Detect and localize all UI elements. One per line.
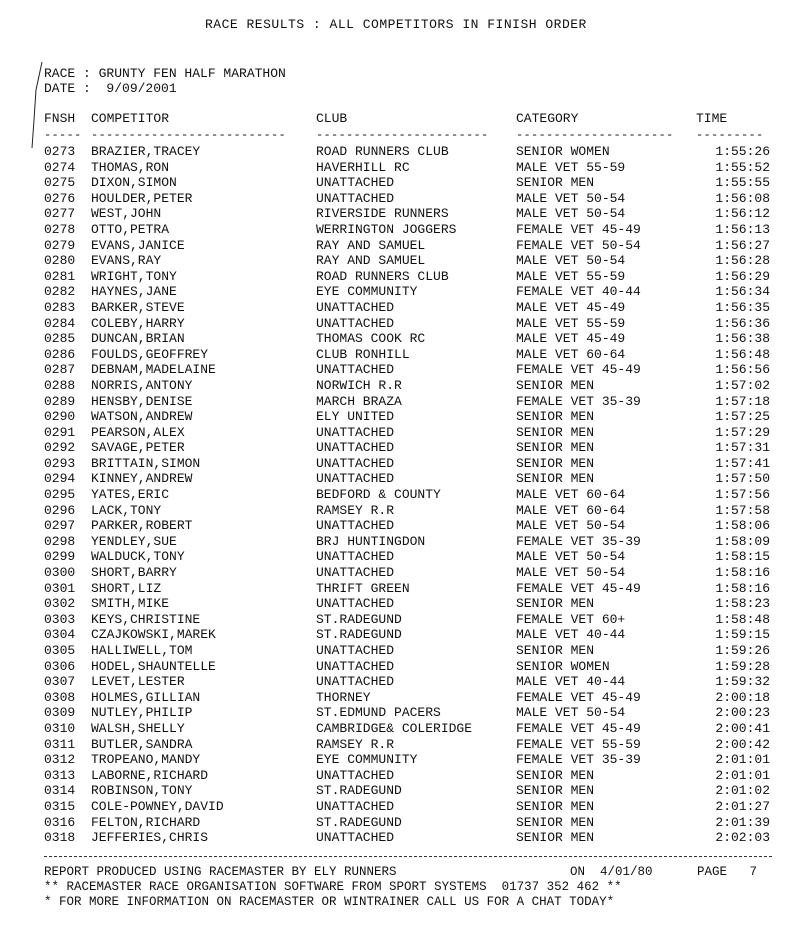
table-row [0,160,800,176]
table-row [0,253,800,269]
table-row [0,269,800,285]
table-row [0,705,800,721]
club-name: UNATTACHED [316,175,395,191]
table-row [0,799,800,815]
finish-position: 0297 [44,518,76,534]
competitor-name: CZAJKOWSKI,MAREK [91,627,216,643]
finish-time: 1:59:26 [715,643,770,658]
competitor-name: SHORT,LIZ [91,580,162,596]
finish-time: 1:58:48 [715,611,770,627]
finish-position: 0296 [44,502,76,518]
finish-time: 1:56:28 [715,253,770,269]
finish-position: 0313 [44,767,76,783]
club-name: ST.EDMUND PACERS [316,705,441,721]
finish-time: 2:00:42 [715,736,770,752]
finish-position: 0281 [44,268,76,284]
competitor-name: EVANS,RAY [91,253,162,269]
finish-time: 1:56:56 [715,362,770,378]
finish-time: 1:55:55 [715,175,770,191]
table-row [0,815,800,831]
finish-time: 1:59:15 [715,627,770,643]
club-name: UNATTACHED [316,658,395,674]
club-name: ROAD RUNNERS CLUB [316,144,449,159]
club-name: HAVERHILL RC [316,159,410,175]
finish-position: 0314 [44,783,76,799]
category: MALE VET 60-64 [516,346,626,362]
club-name: NORWICH R.R [316,377,402,393]
competitor-name: DIXON,SIMON [91,175,177,191]
club-name: BEDFORD & COUNTY [316,487,441,503]
finish-time: 2:00:23 [715,705,770,721]
table-row [0,300,800,316]
finish-time: 2:01:01 [715,752,770,768]
category: SENIOR MEN [516,596,595,612]
club-name: UNATTACHED [316,362,395,378]
table-row [0,284,800,300]
club-name: THORNEY [316,689,371,705]
category: FEMALE VET 35-39 [516,533,641,549]
competitor-name: WATSON,ANDREW [91,409,193,425]
header-divider: --------- [696,128,764,142]
table-row [0,627,800,643]
club-name: EYE COMMUNITY [316,752,418,768]
finish-time: 1:55:52 [715,159,770,175]
competitor-name: KINNEY,ANDREW [91,471,193,487]
category: MALE VET 50-54 [516,190,626,206]
finish-time: 2:01:01 [715,767,770,783]
competitor-name: YATES,ERIC [91,487,170,503]
table-row [0,394,800,410]
footer-software-line: ** RACEMASTER RACE ORGANISATION SOFTWARE FROM SPORT SYSTEMS 01737 352 462 ** [44,880,622,894]
club-name: ROAD RUNNERS CLUB [316,268,449,284]
finish-position: 0316 [44,814,76,830]
table-row [0,206,800,222]
club-name: ST.RADEGUND [316,627,402,643]
category: SENIOR MEN [516,471,595,487]
table-row [0,643,800,659]
finish-position: 0287 [44,362,76,378]
finish-position: 0273 [44,144,76,159]
table-row [0,581,800,597]
table-row [0,144,800,160]
club-name: ST.RADEGUND [316,814,402,830]
category: MALE VET 50-54 [516,565,626,581]
competitor-name: NORRIS,ANTONY [91,377,193,393]
finish-position: 0308 [44,689,76,705]
club-name: RIVERSIDE RUNNERS [316,206,449,222]
table-row [0,721,800,737]
finish-position: 0304 [44,627,76,643]
finish-time: 1:58:16 [715,580,770,596]
category: MALE VET 40-44 [516,627,626,643]
finish-time: 1:59:32 [715,674,770,690]
finish-position: 0303 [44,611,76,627]
competitor-name: JEFFERIES,CHRIS [91,830,209,846]
finish-time: 1:56:13 [715,221,770,237]
competitor-name: SMITH,MIKE [91,596,170,612]
finish-position: 0285 [44,331,76,347]
category: FEMALE VET 35-39 [516,752,641,768]
table-row [0,503,800,519]
club-name: BRJ HUNTINGDON [316,533,426,549]
club-name: UNATTACHED [316,767,395,783]
margin-pen-mark [30,60,44,150]
competitor-name: COLE-POWNEY,DAVID [91,798,224,814]
club-name: UNATTACHED [316,596,395,612]
header-divider: ----- [44,128,82,142]
category: SENIOR MEN [516,377,595,393]
category: MALE VET 50-54 [516,705,626,721]
club-name: UNATTACHED [316,643,395,658]
category: SENIOR WOMEN [516,658,610,674]
category: MALE VET 50-54 [516,549,626,565]
finish-position: 0277 [44,206,76,222]
category: SENIOR MEN [516,814,595,830]
header-divider: -------------------------- [91,128,287,142]
header-club: CLUB [316,111,348,126]
finish-position: 0298 [44,533,76,549]
table-row [0,175,800,191]
club-name: THOMAS COOK RC [316,331,426,347]
category: MALE VET 55-59 [516,159,626,175]
category: MALE VET 45-49 [516,299,626,315]
club-name: UNATTACHED [316,798,395,814]
finish-position: 0309 [44,705,76,721]
finish-time: 1:58:06 [715,518,770,534]
club-name: ELY UNITED [316,409,395,425]
finish-position: 0310 [44,720,76,736]
competitor-name: TROPEANO,MANDY [91,752,201,768]
category: MALE VET 55-59 [516,315,626,331]
finish-position: 0312 [44,752,76,768]
table-row [0,565,800,581]
finish-position: 0306 [44,658,76,674]
competitor-name: WALSH,SHELLY [91,720,185,736]
category: MALE VET 50-54 [516,206,626,222]
table-row [0,331,800,347]
category: MALE VET 40-44 [516,674,626,690]
finish-time: 1:56:35 [715,299,770,315]
finish-time: 1:56:08 [715,190,770,206]
results-table [0,144,800,846]
category: MALE VET 50-54 [516,253,626,269]
table-row [0,238,800,254]
club-name: RAMSEY R.R [316,736,395,752]
competitor-name: BRAZIER,TRACEY [91,144,201,159]
club-name: ST.RADEGUND [316,611,402,627]
finish-time: 1:56:34 [715,284,770,300]
footer-page-number: PAGE 7 [697,865,758,879]
table-row [0,456,800,472]
finish-time: 1:57:41 [715,455,770,471]
finish-time: 1:55:26 [715,144,770,159]
competitor-name: WRIGHT,TONY [91,268,177,284]
table-row [0,783,800,799]
club-name: THRIFT GREEN [316,580,410,596]
category: SENIOR MEN [516,643,595,658]
finish-time: 1:56:38 [715,331,770,347]
finish-time: 1:58:23 [715,596,770,612]
club-name: RAY AND SAMUEL [316,237,426,253]
club-name: EYE COMMUNITY [316,284,418,300]
category: FEMALE VET 45-49 [516,689,641,705]
category: SENIOR MEN [516,798,595,814]
category: SENIOR MEN [516,455,595,471]
table-row [0,362,800,378]
category: SENIOR MEN [516,767,595,783]
table-row [0,222,800,238]
competitor-name: HOULDER,PETER [91,190,193,206]
competitor-name: DEBNAM,MADELAINE [91,362,216,378]
category: FEMALE VET 45-49 [516,720,641,736]
finish-position: 0300 [44,565,76,581]
club-name: RAMSEY R.R [316,502,395,518]
club-name: UNATTACHED [316,565,395,581]
competitor-name: FELTON,RICHARD [91,814,201,830]
finish-position: 0286 [44,346,76,362]
category: MALE VET 55-59 [516,268,626,284]
category: SENIOR WOMEN [516,144,610,159]
finish-position: 0307 [44,674,76,690]
finish-time: 1:57:56 [715,487,770,503]
finish-time: 1:57:25 [715,409,770,425]
finish-time: 1:58:15 [715,549,770,565]
category: MALE VET 60-64 [516,487,626,503]
finish-position: 0299 [44,549,76,565]
finish-time: 1:56:27 [715,237,770,253]
competitor-name: KEYS,CHRISTINE [91,611,201,627]
competitor-name: PEARSON,ALEX [91,424,185,440]
competitor-name: LABORNE,RICHARD [91,767,209,783]
header-competitor: COMPETITOR [91,111,170,126]
club-name: UNATTACHED [316,424,395,440]
table-row [0,534,800,550]
category: SENIOR MEN [516,409,595,425]
report-title: RACE RESULTS : ALL COMPETITORS IN FINISH ORDER [205,17,587,32]
finish-position: 0280 [44,253,76,269]
competitor-name: HAYNES,JANE [91,284,177,300]
club-name: UNATTACHED [316,440,395,456]
finish-position: 0283 [44,299,76,315]
competitor-name: WALDUCK,TONY [91,549,185,565]
finish-position: 0295 [44,487,76,503]
finish-position: 0278 [44,221,76,237]
finish-time: 2:02:03 [715,830,770,846]
finish-position: 0279 [44,237,76,253]
finish-position: 0284 [44,315,76,331]
category: SENIOR MEN [516,830,595,846]
table-row [0,674,800,690]
header-divider: --------------------- [516,128,674,142]
club-name: UNATTACHED [316,190,395,206]
club-name: UNATTACHED [316,518,395,534]
competitor-name: HENSBY,DENISE [91,393,193,409]
category: FEMALE VET 55-59 [516,736,641,752]
category: MALE VET 45-49 [516,331,626,347]
finish-position: 0290 [44,409,76,425]
finish-time: 1:57:02 [715,377,770,393]
table-row [0,518,800,534]
competitor-name: COLEBY,HARRY [91,315,185,331]
finish-time: 2:00:18 [715,689,770,705]
footer-report-line: REPORT PRODUCED USING RACEMASTER BY ELY RUNNERS [44,865,397,879]
footer-divider [44,856,772,857]
table-row [0,659,800,675]
competitor-name: HALLIWELL,TOM [91,643,193,658]
club-name: UNATTACHED [316,315,395,331]
category: MALE VET 60-64 [516,502,626,518]
category: SENIOR MEN [516,440,595,456]
club-name: UNATTACHED [316,674,395,690]
category: FEMALE VET 35-39 [516,393,641,409]
finish-position: 0305 [44,643,76,658]
finish-position: 0311 [44,736,76,752]
competitor-name: HOLMES,GILLIAN [91,689,201,705]
finish-time: 2:01:27 [715,798,770,814]
table-row [0,596,800,612]
table-row [0,737,800,753]
competitor-name: YENDLEY,SUE [91,533,177,549]
club-name: UNATTACHED [316,455,395,471]
header-category: CATEGORY [516,111,579,126]
category: SENIOR MEN [516,424,595,440]
table-row [0,378,800,394]
category: FEMALE VET 60+ [516,611,626,627]
club-name: MARCH BRAZA [316,393,402,409]
race-name: RACE : GRUNTY FEN HALF MARATHON [44,66,286,81]
finish-position: 0275 [44,175,76,191]
race-date: DATE : 9/09/2001 [44,81,177,96]
finish-time: 1:56:48 [715,346,770,362]
category: FEMALE VET 45-49 [516,580,641,596]
finish-position: 0292 [44,440,76,456]
competitor-name: LEVET,LESTER [91,674,185,690]
table-row [0,549,800,565]
finish-position: 0289 [44,393,76,409]
category: FEMALE VET 50-54 [516,237,641,253]
table-row [0,612,800,628]
competitor-name: EVANS,JANICE [91,237,185,253]
finish-time: 1:56:36 [715,315,770,331]
table-row [0,752,800,768]
finish-time: 2:01:39 [715,814,770,830]
finish-position: 0293 [44,455,76,471]
competitor-name: SHORT,BARRY [91,565,177,581]
table-row [0,487,800,503]
table-row [0,440,800,456]
club-name: WERRINGTON JOGGERS [316,221,457,237]
competitor-name: ROBINSON,TONY [91,783,193,799]
table-row [0,768,800,784]
finish-time: 2:00:41 [715,720,770,736]
club-name: CLUB RONHILL [316,346,410,362]
finish-time: 1:57:58 [715,502,770,518]
competitor-name: FOULDS,GEOFFREY [91,346,209,362]
finish-position: 0315 [44,798,76,814]
competitor-name: DUNCAN,BRIAN [91,331,185,347]
club-name: UNATTACHED [316,830,395,846]
category: SENIOR MEN [516,783,595,799]
finish-position: 0318 [44,830,76,846]
category: MALE VET 50-54 [516,518,626,534]
footer-info-line: * FOR MORE INFORMATION ON RACEMASTER OR WINTRAINER CALL US FOR A CHAT TODAY* [44,895,615,909]
category: SENIOR MEN [516,175,595,191]
competitor-name: OTTO,PETRA [91,221,170,237]
competitor-name: HODEL,SHAUNTELLE [91,658,216,674]
club-name: UNATTACHED [316,549,395,565]
finish-position: 0301 [44,580,76,596]
finish-position: 0282 [44,284,76,300]
club-name: RAY AND SAMUEL [316,253,426,269]
finish-position: 0288 [44,377,76,393]
table-row [0,425,800,441]
header-divider: ----------------------- [316,128,489,142]
table-row [0,316,800,332]
finish-position: 0291 [44,424,76,440]
category: FEMALE VET 45-49 [516,362,641,378]
table-row [0,690,800,706]
finish-time: 1:57:29 [715,424,770,440]
finish-position: 0276 [44,190,76,206]
club-name: UNATTACHED [316,471,395,487]
table-row [0,409,800,425]
category: FEMALE VET 45-49 [516,221,641,237]
table-row [0,830,800,846]
competitor-name: THOMAS,RON [91,159,170,175]
competitor-name: WEST,JOHN [91,206,162,222]
competitor-name: BRITTAIN,SIMON [91,455,201,471]
finish-position: 0274 [44,159,76,175]
competitor-name: NUTLEY,PHILIP [91,705,193,721]
competitor-name: LACK,TONY [91,502,162,518]
club-name: UNATTACHED [316,299,395,315]
competitor-name: PARKER,ROBERT [91,518,193,534]
table-row [0,347,800,363]
finish-time: 1:58:16 [715,565,770,581]
finish-time: 1:59:28 [715,658,770,674]
finish-time: 1:57:50 [715,471,770,487]
club-name: ST.RADEGUND [316,783,402,799]
competitor-name: BARKER,STEVE [91,299,185,315]
finish-time: 1:58:09 [715,533,770,549]
finish-position: 0294 [44,471,76,487]
header-time: TIME [696,111,728,126]
competitor-name: SAVAGE,PETER [91,440,185,456]
table-row [0,471,800,487]
club-name: CAMBRIDGE& COLERIDGE [316,720,473,736]
competitor-name: BUTLER,SANDRA [91,736,193,752]
table-row [0,191,800,207]
category: FEMALE VET 40-44 [516,284,641,300]
header-finish: FNSH [44,111,76,126]
finish-time: 2:01:02 [715,783,770,799]
finish-time: 1:56:12 [715,206,770,222]
finish-time: 1:57:18 [715,393,770,409]
finish-time: 1:57:31 [715,440,770,456]
finish-position: 0302 [44,596,76,612]
finish-time: 1:56:29 [715,268,770,284]
footer-print-date: ON 4/01/80 [570,865,653,879]
